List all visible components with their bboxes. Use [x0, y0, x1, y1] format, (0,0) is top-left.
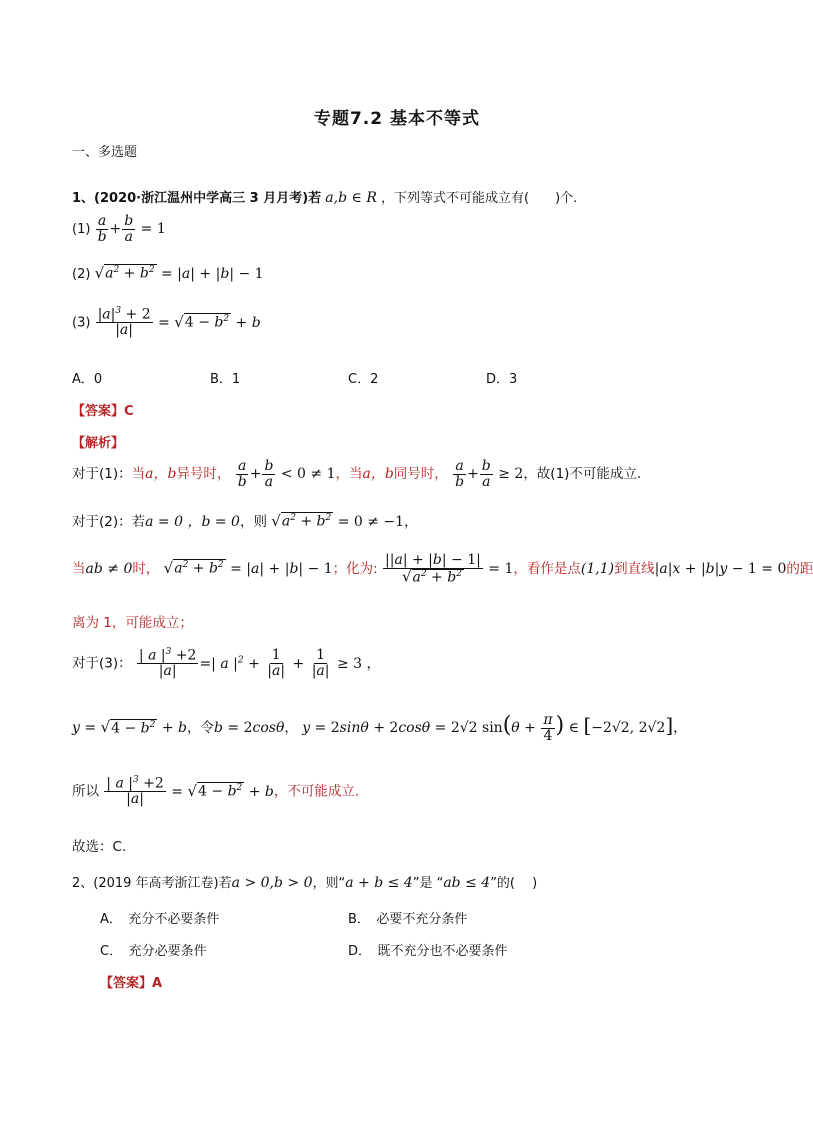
q1-item-1: (1) $\frac{a}{b}$ + $\frac{b}{a}$ = 1 [72, 213, 166, 245]
q2-option-b: B． 必要不充分条件 [348, 912, 468, 927]
q2-option-c: C． 充分必要条件 [100, 944, 207, 959]
page-title: 专题7.2 基本不等式 [313, 109, 481, 129]
q2-option-a: A． 充分不必要条件 [100, 912, 220, 927]
q1-analysis-line-8: 故选：C. [72, 839, 127, 855]
q1-analysis-line-5: 对于(3)： $\frac{| a |^3 +2}{|a|}$ =| a $|^2$ + $\frac{1}{|a|}$ + $\frac{1}{|a|}$ ≥ 3 ， [72, 647, 381, 680]
q1-item-3: (3) $\frac{|a|^3 + 2}{|a|}$ = $√4 - b^2 + b$ [72, 306, 261, 339]
q1-answer: 【答案】C [72, 404, 134, 419]
q2-answer: 【答案】A [100, 976, 163, 991]
section-heading: 一、多选题 [72, 145, 138, 160]
q1-analysis-line-7: 所以 $\frac{| a |^3 +2}{|a|}$ = $√4 - b^2 + b$，不可能成立. [72, 775, 360, 808]
q1-option-d: D．3 [486, 372, 518, 387]
q1-option-c: C．2 [348, 372, 379, 387]
q1-analysis-line-1: 对于(1)：当a，b异号时， $\frac{a}{b}$ + $\frac{b}{a}$ < 0 ≠ 1，当a，b同号时， $\frac{a}{b}$ + $\frac{b}{a}$ ≥ 2，故(1)不可能成立. [72, 458, 642, 490]
q1-item-2: (2) $√a^2 + b^2 = |a| + |b| - 1$ [72, 264, 264, 282]
q1-option-b: B．1 [210, 372, 241, 387]
q2-stem: 2、(2019 年高考浙江卷)若a > 0,b > 0，则“a + b ≤ 4”是 “ab ≤ 4”的( ) [72, 875, 538, 891]
q1-stem: 1、(2020·浙江温州中学高三 3 月月考)若 a,b ∈ R ，下列等式不可能成立有( )个. [72, 190, 578, 206]
q1-option-a: A．0 [72, 372, 103, 387]
q1-analysis-label: 【解析】 [72, 436, 125, 451]
q2-option-d: D． 既不充分也不必要条件 [348, 944, 508, 959]
q1-analysis-line-2: 对于(2)：若a = 0 ，b = 0，则 $√a^2 + b^2 = 0 \ne -1$， [72, 512, 418, 530]
q1-analysis-line-3: 当ab ≠ 0时， $√a^2 + b^2 = |a| + |b| - 1$；化为: $\frac{||a| + |b| - 1|}{√a^2 + b^2}$ = 1，看作是点(1,1)到直线|a|x + |b|y − 1 = 0的距 [72, 552, 813, 586]
q1-analysis-line-6: $y = √4 - b^2 + b$，令b = 2cosθ， y = 2sinθ + 2cosθ = 2√2 sin(θ + $\frac{\pi}{4}$ ) ∈ [−2√2, 2√2]， [72, 712, 688, 744]
q1-analysis-line-4: 离为 1，可能成立； [72, 615, 193, 631]
